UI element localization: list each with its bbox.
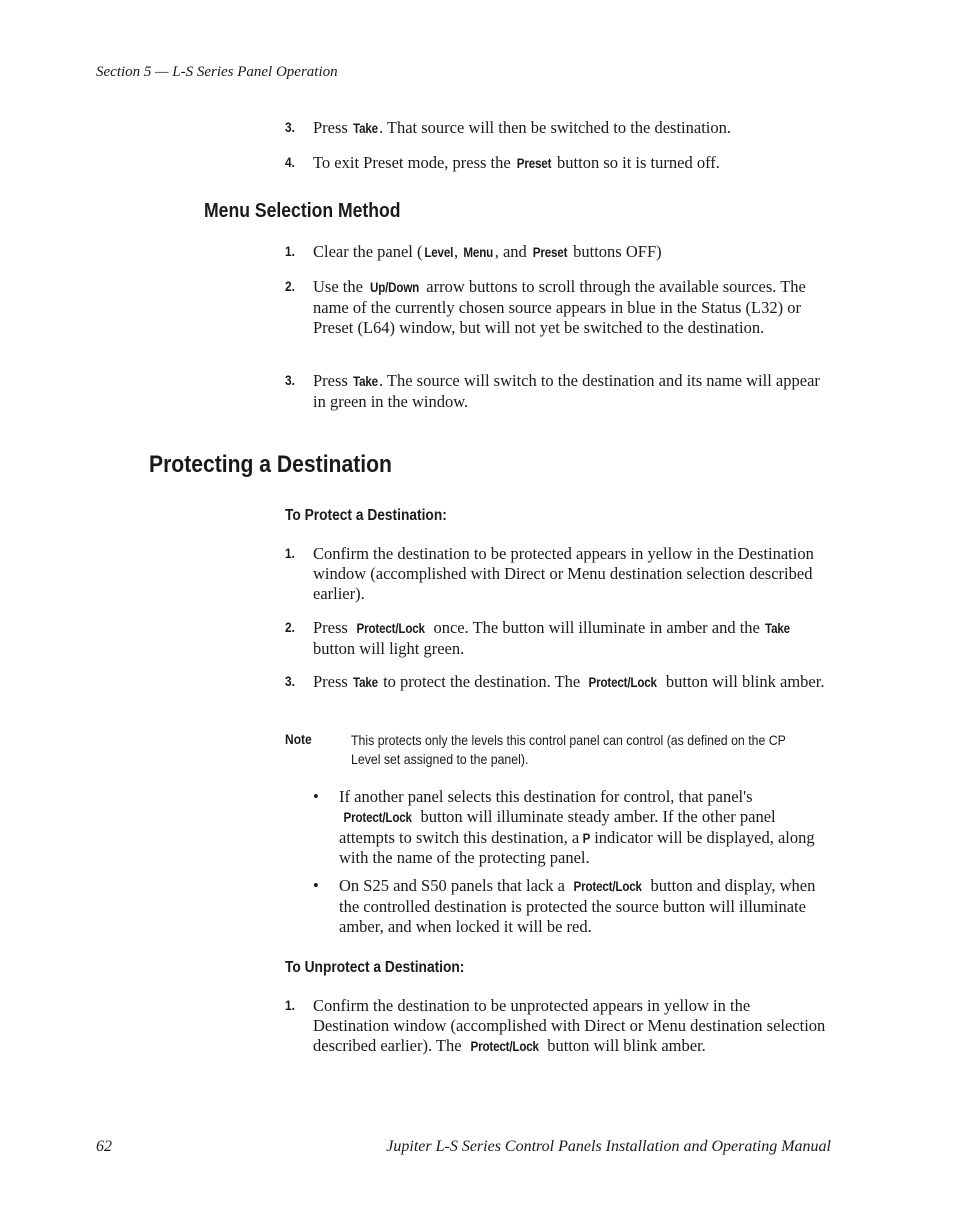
protect-step-1 <box>285 544 830 603</box>
unprotect-step-1 <box>285 996 830 1056</box>
text-run: button will blink amber. <box>661 672 825 691</box>
text-run: Use the <box>313 277 368 296</box>
bullet-item <box>313 787 831 868</box>
button-name: Protect/Lock <box>470 1038 539 1054</box>
bullet-text <box>339 787 831 868</box>
bullet-icon: • <box>313 876 319 895</box>
bullet-item <box>313 876 831 936</box>
text-run: . The source will switch to the destination and its name will appear in green in the window. <box>313 371 820 411</box>
menu-selection-heading: Menu Selection Method <box>204 200 401 222</box>
step-text <box>313 153 830 174</box>
step-number: 2. <box>285 278 295 294</box>
protect-step-3 <box>285 672 830 693</box>
button-name: Protect/Lock <box>343 809 412 825</box>
step-number: 1. <box>285 545 295 561</box>
page-number: 62 <box>96 1138 112 1155</box>
text-run: to protect the destination. The <box>378 672 585 691</box>
step-number: 3. <box>285 673 295 689</box>
button-name: Take <box>352 374 378 389</box>
step-text <box>313 277 830 337</box>
to-unprotect-subheading: To Unprotect a Destination: <box>285 959 465 976</box>
text-run: If another panel selects this destination for control, that panel's <box>339 787 753 806</box>
text-run: Clear the panel ( <box>313 242 423 261</box>
button-name: Up/Down <box>370 280 420 295</box>
text-run: . That source will then be switched to the destination. <box>378 118 732 137</box>
button-name: Preset <box>532 245 568 260</box>
text-run: , and <box>494 242 531 261</box>
note-text: This protects only the levels this control panel can control (as defined on the CP Level set assigned to the panel). <box>351 732 786 767</box>
button-name: Protect/Lock <box>356 621 425 636</box>
text-run: buttons OFF) <box>569 242 662 261</box>
bullet-icon: • <box>313 787 319 806</box>
text-run: button so it is turned off. <box>552 153 720 172</box>
button-name: Take <box>352 675 378 690</box>
text-run: On S25 and S50 panels that lack a <box>339 876 570 895</box>
text-run: Confirm the destination to be unprotected appears in yellow in the Destination window (accomplished with Direct or Menu destination selection described earlier). The <box>313 996 826 1055</box>
button-name: Take <box>765 621 790 636</box>
step-text: Confirm the destination to be protected appears in yellow in the Destination window (accomplished with Direct or Menu destination selection described earlier). <box>313 544 814 603</box>
text-run: arrow buttons to scroll through the available sources. The name of the currently chosen source appears in blue in the Status (L32) or Preset (L64) window, but will not yet be switched to the destination. <box>313 277 806 337</box>
text-run: once. The button will illuminate in amber and the <box>429 618 765 637</box>
menu-step-2 <box>285 277 830 337</box>
step-text <box>313 371 830 412</box>
step-text <box>313 672 830 693</box>
button-name: Menu <box>463 245 494 260</box>
text-run: Press <box>313 371 352 390</box>
menu-step-3 <box>285 371 830 412</box>
protecting-destination-heading: Protecting a Destination <box>149 451 392 478</box>
indicator-name: P <box>582 830 591 846</box>
text-run: button will illuminate steady amber. If the other panel attempts to switch this destination, a <box>339 806 776 847</box>
text-run: , <box>454 242 463 261</box>
text-run: button will light green. <box>313 638 465 658</box>
menu-step-1 <box>285 242 830 263</box>
step-text <box>313 996 830 1056</box>
protect-step-2 <box>285 618 830 659</box>
button-name: Protect/Lock <box>573 879 642 894</box>
text-run: indicator will be displayed, along with the name of the protecting panel. <box>339 827 815 868</box>
text-run: Press <box>313 118 352 137</box>
preset-step-4 <box>285 153 830 174</box>
to-protect-subheading: To Protect a Destination: <box>285 507 447 524</box>
running-head: Section 5 — L-S Series Panel Operation <box>96 64 338 80</box>
step-number: 3. <box>285 119 295 135</box>
manual-title: Jupiter L-S Series Control Panels Installation and Operating Manual <box>386 1138 831 1155</box>
step-number: 4. <box>285 154 295 170</box>
step-number: 1. <box>285 243 295 259</box>
button-name: Protect/Lock <box>588 675 658 690</box>
step-number: 1. <box>285 997 295 1013</box>
text-run: button and display, when the controlled destination is protected the source button will illuminate amber, and when locked it will be red. <box>339 876 816 936</box>
step-number: 2. <box>285 619 295 635</box>
bullet-text <box>339 876 831 936</box>
step-text <box>313 618 830 659</box>
text-run: button will blink amber. <box>543 1035 706 1055</box>
button-name: Take <box>352 121 378 136</box>
preset-step-3 <box>285 118 830 139</box>
button-name: Level <box>423 245 453 260</box>
button-name: Preset <box>516 156 552 171</box>
step-text <box>313 118 830 139</box>
text-run: Press <box>313 618 352 637</box>
text-run: Press <box>313 672 352 691</box>
step-text <box>313 242 830 263</box>
note-label: Note <box>285 731 312 747</box>
step-number: 3. <box>285 372 295 388</box>
text-run: To exit Preset mode, press the <box>313 153 515 172</box>
